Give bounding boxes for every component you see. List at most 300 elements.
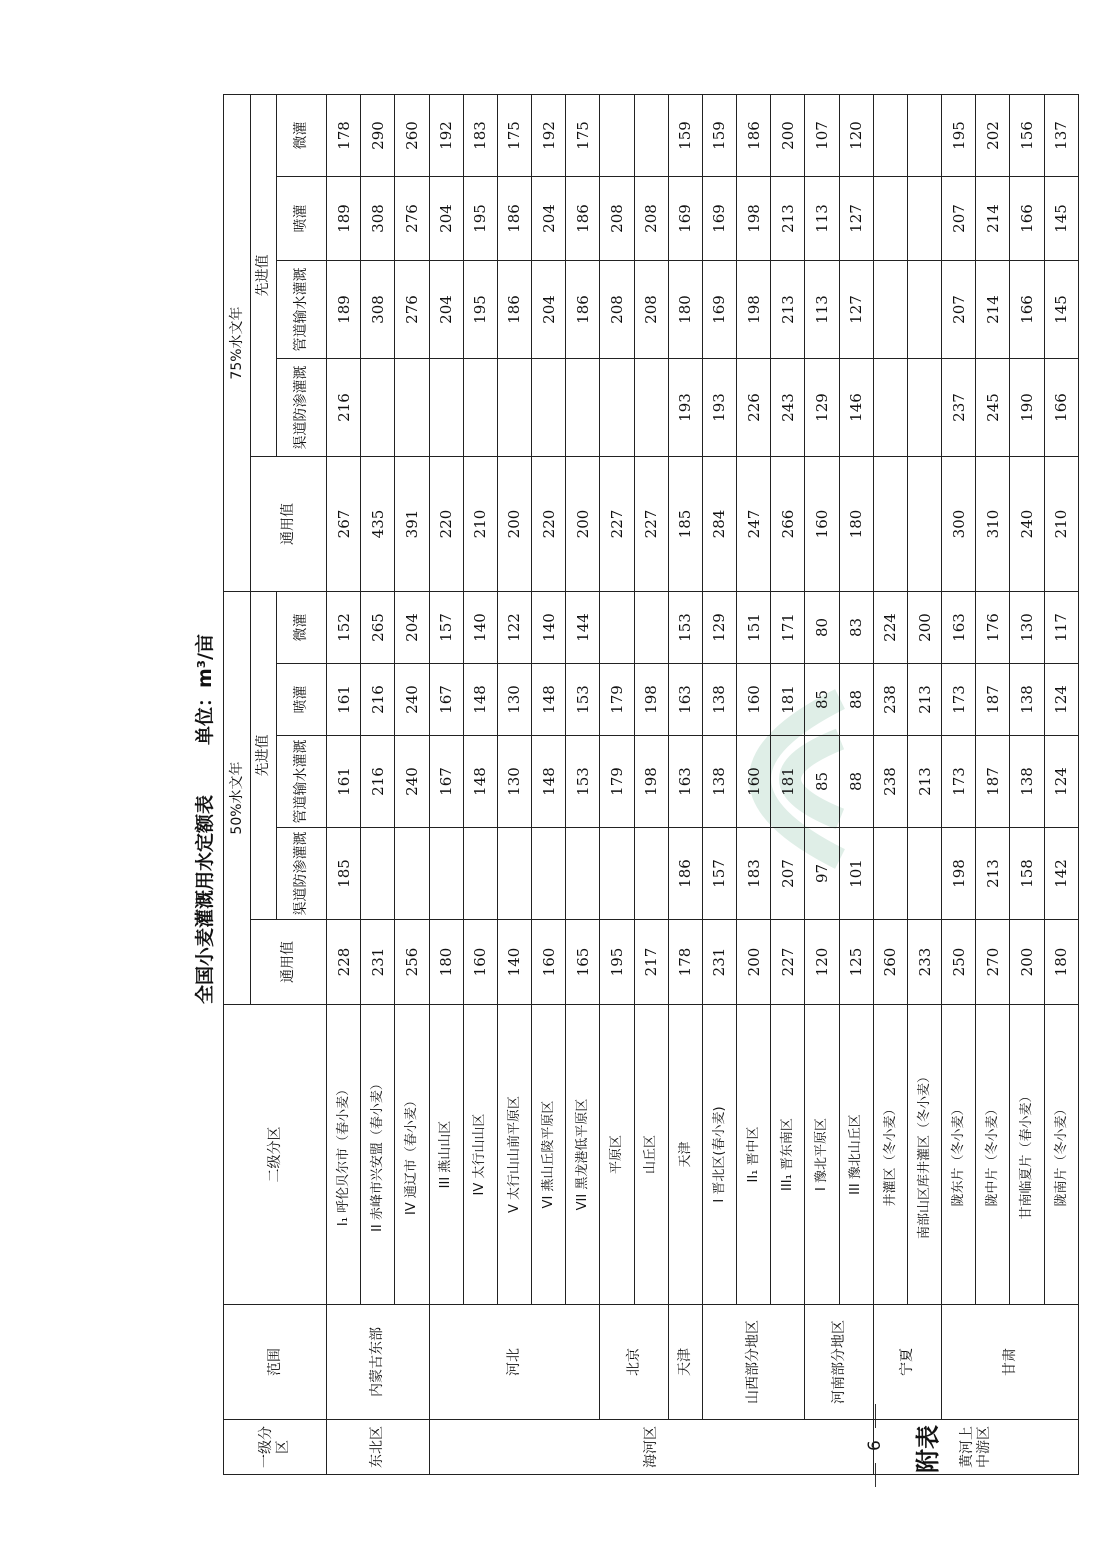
value-cell: 192 xyxy=(429,95,463,177)
value-cell: 276 xyxy=(395,177,429,261)
level2-zone-cell: III 燕山山区 xyxy=(429,1005,463,1305)
value-cell: 120 xyxy=(805,920,839,1005)
value-cell: 180 xyxy=(668,261,702,359)
value-cell: 176 xyxy=(976,592,1010,664)
value-cell: 138 xyxy=(702,664,736,736)
table-row xyxy=(1044,95,1078,1475)
value-cell: 186 xyxy=(497,177,531,261)
value-cell: 185 xyxy=(668,457,702,592)
table-row xyxy=(634,95,668,1475)
range-cell: 河北 xyxy=(429,1305,600,1420)
table-row xyxy=(737,95,771,1475)
value-cell xyxy=(532,359,566,457)
value-cell: 200 xyxy=(566,457,600,592)
value-cell: 130 xyxy=(497,664,531,736)
level2-zone-cell: 陇南片（冬小麦） xyxy=(1044,1005,1078,1305)
value-cell: 204 xyxy=(532,177,566,261)
table-row xyxy=(668,95,702,1475)
value-cell: 169 xyxy=(668,177,702,261)
level2-zone-cell: 南部山区库井灌区（冬小麦） xyxy=(907,1005,941,1305)
value-cell: 107 xyxy=(805,95,839,177)
value-cell: 207 xyxy=(942,261,976,359)
value-cell: 160 xyxy=(737,664,771,736)
value-cell: 180 xyxy=(839,457,873,592)
table-row xyxy=(702,95,736,1475)
value-cell: 160 xyxy=(805,457,839,592)
value-cell: 153 xyxy=(668,592,702,664)
value-cell xyxy=(873,828,907,920)
value-cell: 129 xyxy=(805,359,839,457)
value-cell: 120 xyxy=(839,95,873,177)
value-cell: 113 xyxy=(805,261,839,359)
value-cell xyxy=(873,95,907,177)
value-cell xyxy=(600,828,634,920)
value-cell: 140 xyxy=(532,592,566,664)
value-cell: 266 xyxy=(771,457,805,592)
table-row xyxy=(532,95,566,1475)
value-cell: 145 xyxy=(1044,177,1078,261)
value-cell: 216 xyxy=(361,664,395,736)
value-cell: 178 xyxy=(668,920,702,1005)
level2-zone-cell: V 太行山山前平原区 xyxy=(497,1005,531,1305)
value-cell: 125 xyxy=(839,920,873,1005)
level2-zone-cell: II 赤峰市兴安盟（春小麦） xyxy=(361,1005,395,1305)
value-cell: 226 xyxy=(737,359,771,457)
value-cell: 204 xyxy=(429,177,463,261)
value-cell xyxy=(907,95,941,177)
value-cell: 173 xyxy=(942,664,976,736)
value-cell: 148 xyxy=(463,664,497,736)
header-sprinkler-75: 喷灌 xyxy=(277,177,327,261)
value-cell: 240 xyxy=(395,736,429,828)
value-cell: 210 xyxy=(463,457,497,592)
header-level2: 二级分区 xyxy=(224,1005,327,1305)
value-cell: 193 xyxy=(702,359,736,457)
value-cell: 186 xyxy=(497,261,531,359)
value-cell xyxy=(429,828,463,920)
value-cell: 171 xyxy=(771,592,805,664)
value-cell: 88 xyxy=(839,736,873,828)
level2-zone-cell: III₁ 晋东南区 xyxy=(771,1005,805,1305)
value-cell xyxy=(361,359,395,457)
value-cell: 163 xyxy=(942,592,976,664)
table-unit: 单位：m³/亩 xyxy=(194,633,216,746)
value-cell: 140 xyxy=(463,592,497,664)
value-cell: 214 xyxy=(976,177,1010,261)
value-cell: 142 xyxy=(1044,828,1078,920)
value-cell xyxy=(634,828,668,920)
value-cell xyxy=(873,359,907,457)
value-cell: 117 xyxy=(1044,592,1078,664)
value-cell: 391 xyxy=(395,457,429,592)
value-cell: 166 xyxy=(1010,177,1044,261)
value-cell: 127 xyxy=(839,261,873,359)
value-cell: 159 xyxy=(702,95,736,177)
value-cell: 88 xyxy=(839,664,873,736)
table-row xyxy=(976,95,1010,1475)
value-cell: 195 xyxy=(463,177,497,261)
value-cell: 189 xyxy=(327,261,361,359)
value-cell: 122 xyxy=(497,592,531,664)
value-cell: 231 xyxy=(702,920,736,1005)
value-cell: 200 xyxy=(1010,920,1044,1005)
value-cell: 186 xyxy=(737,95,771,177)
water-quota-table xyxy=(223,94,1079,1475)
value-cell: 198 xyxy=(942,828,976,920)
value-cell xyxy=(566,828,600,920)
value-cell: 260 xyxy=(395,95,429,177)
value-cell: 267 xyxy=(327,457,361,592)
value-cell xyxy=(361,828,395,920)
value-cell: 186 xyxy=(566,261,600,359)
value-cell: 158 xyxy=(1010,828,1044,920)
value-cell xyxy=(873,457,907,592)
value-cell: 198 xyxy=(634,664,668,736)
header-micro-50: 微灌 xyxy=(277,592,327,664)
value-cell: 157 xyxy=(702,828,736,920)
range-cell: 天津 xyxy=(668,1305,702,1420)
table-row xyxy=(361,95,395,1475)
value-cell: 204 xyxy=(429,261,463,359)
value-cell: 153 xyxy=(566,736,600,828)
value-cell: 97 xyxy=(805,828,839,920)
value-cell: 245 xyxy=(976,359,1010,457)
value-cell: 204 xyxy=(532,261,566,359)
value-cell: 213 xyxy=(907,736,941,828)
value-cell: 227 xyxy=(600,457,634,592)
level2-zone-cell: 陇东片（冬小麦） xyxy=(942,1005,976,1305)
value-cell: 208 xyxy=(600,261,634,359)
value-cell: 166 xyxy=(1010,261,1044,359)
range-cell: 内蒙古东部 xyxy=(327,1305,430,1420)
value-cell: 214 xyxy=(976,261,1010,359)
value-cell: 207 xyxy=(942,177,976,261)
level2-zone-cell: IV 太行山山区 xyxy=(463,1005,497,1305)
value-cell: 160 xyxy=(737,736,771,828)
value-cell: 148 xyxy=(532,736,566,828)
value-cell xyxy=(600,95,634,177)
value-cell: 124 xyxy=(1044,664,1078,736)
value-cell: 308 xyxy=(361,261,395,359)
value-cell: 130 xyxy=(1010,592,1044,664)
value-cell: 181 xyxy=(771,664,805,736)
value-cell xyxy=(566,359,600,457)
value-cell: 159 xyxy=(668,95,702,177)
value-cell xyxy=(532,828,566,920)
value-cell: 238 xyxy=(873,664,907,736)
value-cell: 240 xyxy=(395,664,429,736)
value-cell xyxy=(497,359,531,457)
level2-zone-cell: II₁ 晋中区 xyxy=(737,1005,771,1305)
value-cell: 175 xyxy=(497,95,531,177)
level2-zone-cell: VI 燕山丘陵平原区 xyxy=(532,1005,566,1305)
value-cell: 130 xyxy=(497,736,531,828)
value-cell: 220 xyxy=(532,457,566,592)
value-cell: 208 xyxy=(600,177,634,261)
header-advanced-50: 先进值 xyxy=(251,592,277,920)
value-cell: 163 xyxy=(668,736,702,828)
value-cell xyxy=(634,592,668,664)
level2-zone-cell: I₁ 呼伦贝尔市（春小麦） xyxy=(327,1005,361,1305)
value-cell: 308 xyxy=(361,177,395,261)
header-micro-75: 微灌 xyxy=(277,95,327,177)
value-cell: 148 xyxy=(532,664,566,736)
value-cell: 270 xyxy=(976,920,1010,1005)
value-cell xyxy=(907,457,941,592)
value-cell: 210 xyxy=(1044,457,1078,592)
value-cell: 243 xyxy=(771,359,805,457)
value-cell: 224 xyxy=(873,592,907,664)
value-cell: 169 xyxy=(702,261,736,359)
value-cell xyxy=(907,261,941,359)
value-cell: 195 xyxy=(463,261,497,359)
value-cell: 208 xyxy=(634,177,668,261)
value-cell: 220 xyxy=(429,457,463,592)
level2-zone-cell: 陇中片（冬小麦） xyxy=(976,1005,1010,1305)
value-cell: 290 xyxy=(361,95,395,177)
value-cell: 157 xyxy=(429,592,463,664)
value-cell: 202 xyxy=(976,95,1010,177)
value-cell: 153 xyxy=(566,664,600,736)
value-cell: 231 xyxy=(361,920,395,1005)
value-cell: 178 xyxy=(327,95,361,177)
value-cell: 190 xyxy=(1010,359,1044,457)
header-general-50: 通用值 xyxy=(251,920,327,1005)
value-cell: 213 xyxy=(771,261,805,359)
value-cell: 138 xyxy=(1010,736,1044,828)
range-cell: 宁夏 xyxy=(873,1305,941,1420)
table-row xyxy=(839,95,873,1475)
level2-zone-cell: I 晋北区(春小麦) xyxy=(702,1005,736,1305)
value-cell: 213 xyxy=(976,828,1010,920)
value-cell: 189 xyxy=(327,177,361,261)
table-row xyxy=(327,95,361,1475)
value-cell: 173 xyxy=(942,736,976,828)
level2-zone-cell: I 豫北平原区 xyxy=(805,1005,839,1305)
value-cell: 233 xyxy=(907,920,941,1005)
value-cell: 198 xyxy=(737,177,771,261)
value-cell: 124 xyxy=(1044,736,1078,828)
value-cell xyxy=(907,828,941,920)
value-cell: 187 xyxy=(976,664,1010,736)
table-row xyxy=(873,95,907,1475)
value-cell: 300 xyxy=(942,457,976,592)
value-cell: 83 xyxy=(839,592,873,664)
value-cell: 183 xyxy=(737,828,771,920)
value-cell: 207 xyxy=(771,828,805,920)
header-75-percent-year: 75%水文年 xyxy=(224,95,251,592)
table-title-text: 全国小麦灌溉用水定额表 xyxy=(194,795,216,1005)
header-level1: 一级分区 xyxy=(224,1420,327,1475)
value-cell: 183 xyxy=(463,95,497,177)
value-cell: 156 xyxy=(1010,95,1044,177)
range-cell: 河南部分地区 xyxy=(805,1305,873,1420)
value-cell xyxy=(907,177,941,261)
range-cell: 北京 xyxy=(600,1305,668,1420)
value-cell: 435 xyxy=(361,457,395,592)
value-cell: 138 xyxy=(702,736,736,828)
value-cell: 148 xyxy=(463,736,497,828)
value-cell: 185 xyxy=(327,828,361,920)
value-cell: 181 xyxy=(771,736,805,828)
level2-zone-cell: 甘南临夏片（春小麦） xyxy=(1010,1005,1044,1305)
level1-zone-cell: 东北区 xyxy=(327,1420,430,1475)
table-body xyxy=(327,95,1079,1475)
value-cell: 200 xyxy=(907,592,941,664)
value-cell xyxy=(600,592,634,664)
value-cell: 195 xyxy=(600,920,634,1005)
table-row xyxy=(566,95,600,1475)
value-cell: 198 xyxy=(634,736,668,828)
value-cell xyxy=(634,359,668,457)
header-sprinkler-50: 喷灌 xyxy=(277,664,327,736)
value-cell: 137 xyxy=(1044,95,1078,177)
value-cell: 169 xyxy=(702,177,736,261)
value-cell: 113 xyxy=(805,177,839,261)
value-cell xyxy=(873,177,907,261)
value-cell: 80 xyxy=(805,592,839,664)
level2-zone-cell: IV 通辽市（春小麦） xyxy=(395,1005,429,1305)
value-cell: 247 xyxy=(737,457,771,592)
value-cell: 85 xyxy=(805,664,839,736)
value-cell: 101 xyxy=(839,828,873,920)
table-title xyxy=(190,269,217,1369)
header-pipe-75: 管道输水灌溉 xyxy=(277,261,327,359)
value-cell: 256 xyxy=(395,920,429,1005)
level1-zone-cell: 黄河上中游区 xyxy=(873,1420,1078,1475)
value-cell: 140 xyxy=(497,920,531,1005)
value-cell: 180 xyxy=(1044,920,1078,1005)
table-row xyxy=(1010,95,1044,1475)
value-cell: 250 xyxy=(942,920,976,1005)
value-cell: 265 xyxy=(361,592,395,664)
value-cell xyxy=(463,359,497,457)
level2-zone-cell: VII 黑龙港低平原区 xyxy=(566,1005,600,1305)
level2-zone-cell: 平原区 xyxy=(600,1005,634,1305)
header-canal-50: 渠道防渗灌溉 xyxy=(277,828,327,920)
range-cell: 甘肃 xyxy=(942,1305,1079,1420)
value-cell xyxy=(463,828,497,920)
value-cell: 213 xyxy=(771,177,805,261)
page-number-text: 6 xyxy=(865,1440,885,1451)
value-cell: 160 xyxy=(532,920,566,1005)
value-cell: 213 xyxy=(907,664,941,736)
value-cell: 284 xyxy=(702,457,736,592)
value-cell: 240 xyxy=(1010,457,1044,592)
level2-zone-cell: III 豫北山丘区 xyxy=(839,1005,873,1305)
value-cell: 217 xyxy=(634,920,668,1005)
value-cell: 187 xyxy=(976,736,1010,828)
value-cell: 204 xyxy=(395,592,429,664)
value-cell: 166 xyxy=(1044,359,1078,457)
header-general-75: 通用值 xyxy=(251,457,327,592)
table-row xyxy=(429,95,463,1475)
value-cell xyxy=(497,828,531,920)
value-cell: 198 xyxy=(737,261,771,359)
range-cell: 山西部分地区 xyxy=(702,1305,805,1420)
value-cell: 227 xyxy=(771,920,805,1005)
value-cell: 310 xyxy=(976,457,1010,592)
value-cell: 193 xyxy=(668,359,702,457)
value-cell xyxy=(634,95,668,177)
table-row xyxy=(395,95,429,1475)
table-row xyxy=(771,95,805,1475)
value-cell: 238 xyxy=(873,736,907,828)
value-cell: 186 xyxy=(668,828,702,920)
value-cell xyxy=(907,359,941,457)
value-cell xyxy=(600,359,634,457)
table-row xyxy=(497,95,531,1475)
value-cell: 151 xyxy=(737,592,771,664)
level2-zone-cell: 井灌区（冬小麦） xyxy=(873,1005,907,1305)
header-range: 范围 xyxy=(224,1305,327,1420)
value-cell: 161 xyxy=(327,664,361,736)
value-cell: 175 xyxy=(566,95,600,177)
value-cell: 144 xyxy=(566,592,600,664)
table-header xyxy=(224,95,327,1475)
value-cell xyxy=(395,828,429,920)
value-cell: 160 xyxy=(463,920,497,1005)
value-cell: 167 xyxy=(429,736,463,828)
value-cell: 138 xyxy=(1010,664,1044,736)
value-cell xyxy=(395,359,429,457)
header-pipe-50: 管道输水灌溉 xyxy=(277,736,327,828)
value-cell: 260 xyxy=(873,920,907,1005)
value-cell: 200 xyxy=(771,95,805,177)
value-cell: 276 xyxy=(395,261,429,359)
value-cell: 237 xyxy=(942,359,976,457)
value-cell xyxy=(873,261,907,359)
header-50-percent-year: 50%水文年 xyxy=(224,592,251,1005)
value-cell: 186 xyxy=(566,177,600,261)
header-advanced-75: 先进值 xyxy=(251,95,277,457)
value-cell: 127 xyxy=(839,177,873,261)
value-cell: 152 xyxy=(327,592,361,664)
value-cell: 228 xyxy=(327,920,361,1005)
header-canal-75: 渠道防渗灌溉 xyxy=(277,359,327,457)
value-cell: 180 xyxy=(429,920,463,1005)
value-cell: 216 xyxy=(361,736,395,828)
value-cell: 129 xyxy=(702,592,736,664)
value-cell: 165 xyxy=(566,920,600,1005)
value-cell: 146 xyxy=(839,359,873,457)
level2-zone-cell: 天津 xyxy=(668,1005,702,1305)
level2-zone-cell: 山丘区 xyxy=(634,1005,668,1305)
value-cell: 195 xyxy=(942,95,976,177)
table-row xyxy=(805,95,839,1475)
value-cell: 208 xyxy=(634,261,668,359)
value-cell: 200 xyxy=(737,920,771,1005)
value-cell: 227 xyxy=(634,457,668,592)
value-cell xyxy=(429,359,463,457)
value-cell: 179 xyxy=(600,736,634,828)
level1-zone-cell: 海河区 xyxy=(429,1420,873,1475)
appendix-heading: 附表 xyxy=(914,1425,942,1473)
table-row xyxy=(942,95,976,1475)
value-cell: 216 xyxy=(327,359,361,457)
value-cell: 85 xyxy=(805,736,839,828)
value-cell: 200 xyxy=(497,457,531,592)
table-row xyxy=(463,95,497,1475)
table-row xyxy=(907,95,941,1475)
value-cell: 163 xyxy=(668,664,702,736)
value-cell: 179 xyxy=(600,664,634,736)
table-row xyxy=(600,95,634,1475)
value-cell: 192 xyxy=(532,95,566,177)
value-cell: 167 xyxy=(429,664,463,736)
value-cell: 161 xyxy=(327,736,361,828)
value-cell: 145 xyxy=(1044,261,1078,359)
